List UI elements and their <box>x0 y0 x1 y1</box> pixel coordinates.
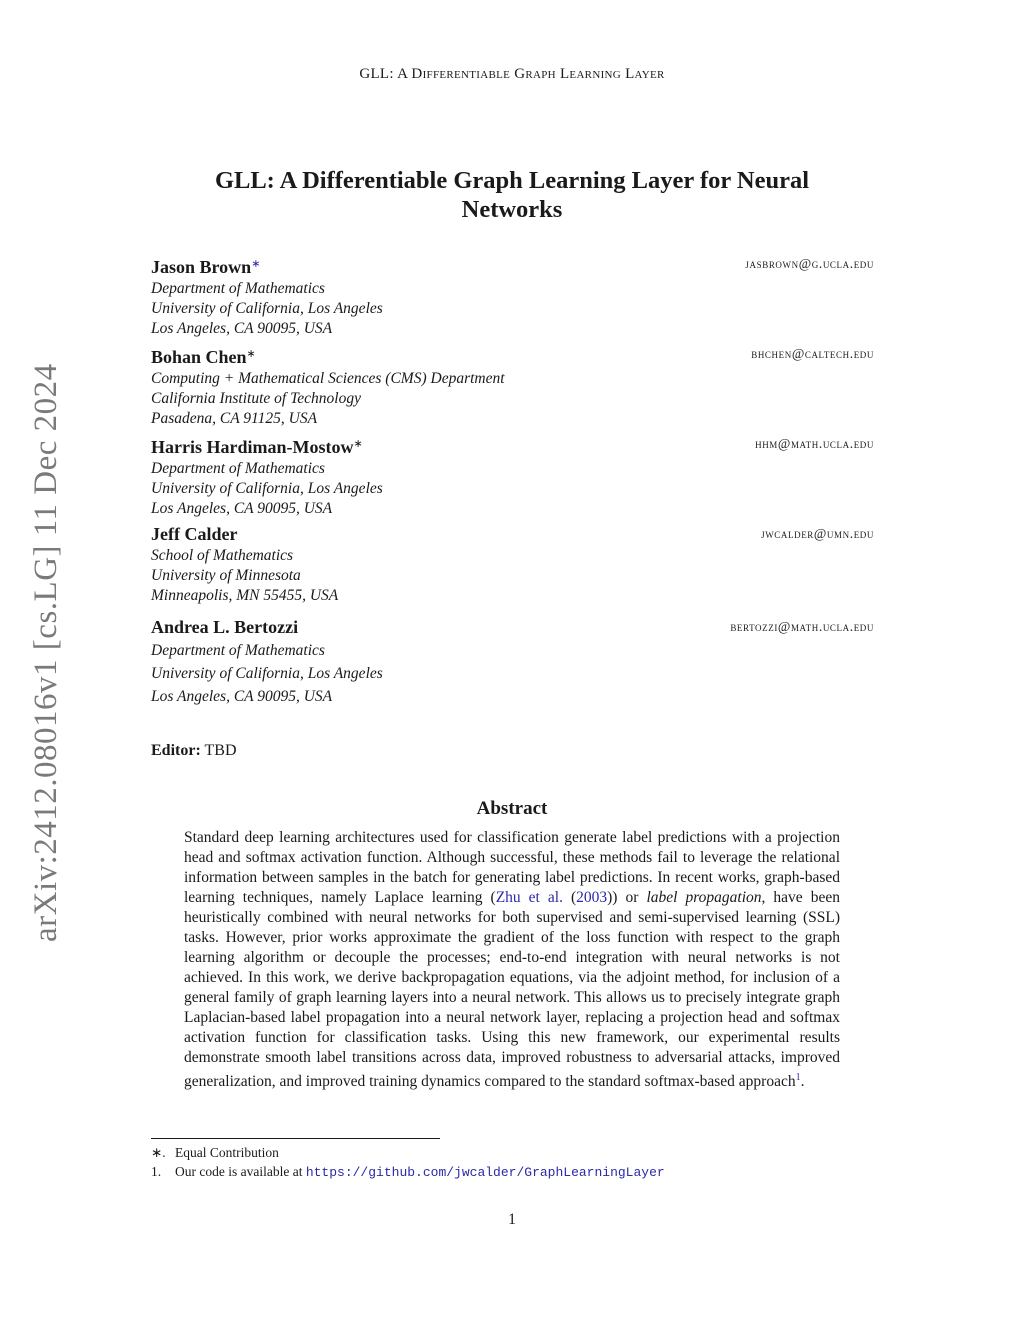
affiliation-line: University of California, Los Angeles <box>151 665 383 682</box>
emphasized-term: label propagation <box>646 889 762 906</box>
equal-contribution-mark: ∗ <box>246 348 256 360</box>
footnote-mark: ∗. <box>151 1145 166 1160</box>
affiliation-line: California Institute of Technology <box>151 390 361 407</box>
footnote-item <box>151 1162 871 1182</box>
affiliation-line: Computing + Mathematical Sciences (CMS) Department <box>151 370 505 387</box>
paper-title <box>160 166 864 224</box>
author-name: Andrea L. Bertozzi <box>151 617 299 637</box>
equal-contribution-mark: ∗ <box>353 438 363 450</box>
author-email: bhchen@caltech.edu <box>751 346 874 361</box>
author-list <box>151 252 874 708</box>
author-name: Jeff Calder <box>151 524 238 544</box>
citation-year-link[interactable]: 2003 <box>576 889 608 906</box>
author-block <box>151 522 874 615</box>
editor-line <box>151 742 237 760</box>
author-block <box>151 252 874 342</box>
running-head: GLL: A Differentiable Graph Learning Layer <box>359 66 665 82</box>
page-number: 1 <box>508 1211 516 1228</box>
author-name: Harris Hardiman-Mostow∗ <box>151 437 363 457</box>
affiliation-line: University of Minnesota <box>151 567 301 584</box>
author-email: jasbrown@g.ucla.edu <box>745 256 874 271</box>
footnote-item <box>151 1143 871 1162</box>
title-line-1: GLL: A Differentiable Graph Learning Layer for Neural <box>214 167 810 194</box>
author-block <box>151 432 874 522</box>
author-block <box>151 615 874 708</box>
abstract-body: Standard deep learning architectures used for classification generate label predictions with a projection head and softmax activation function. Although successful, these methods fail to leverage the relational information between samples in the batch for generating label predictions. In recent works, graph-based learning techniques, namely Laplace learning (Zhu et al. (2003)) or label propagation, have been heuristically combined with neural networks for both supervised and semi-supervised learning (SSL) tasks. However, prior works approximate the gradient of the loss function with respect to the graph learning algorithm or decouple the processes; end-to-end integration with neural networks is not achieved. In this work, we derive backpropagation equations, via the adjoint method, for inclusion of a general family of graph learning layers into a neural network. This allows us to precisely integrate graph Laplacian-based label propagation into a neural network layer, replacing a projection head and softmax activation function for classification tasks. Using this new framework, our experimental results demonstrate smooth label transitions across data, improved robustness to adversarial attacks, improved generalization, and improved training dynamics compared to the standard softmax-based approach$^1$. <box>184 829 840 1091</box>
equal-contribution-mark[interactable]: ∗ <box>251 258 261 270</box>
arxiv-identifier: arXiv:2412.08016v1 [cs.LG] 11 Dec 2024 <box>28 363 64 942</box>
abstract-heading: Abstract <box>476 798 548 819</box>
footnote-text: Our code is available at <box>175 1164 306 1179</box>
affiliation-line: Pasadena, CA 91125, USA <box>151 410 318 427</box>
code-repository-link[interactable]: https://github.com/jwcalder/GraphLearningLayer <box>305 1165 665 1180</box>
author-email: jwcalder@umn.edu <box>761 526 874 541</box>
affiliation-line: University of California, Los Angeles <box>151 300 383 317</box>
author-email: hhm@math.ucla.edu <box>755 436 874 451</box>
editor-label: Editor: <box>151 742 201 759</box>
author-block <box>151 342 874 432</box>
affiliation-line: Minneapolis, MN 55455, USA <box>151 587 339 604</box>
author-name: Jason Brown∗ <box>151 257 261 277</box>
editor-value: TBD <box>204 742 237 759</box>
footnote-mark: 1. <box>151 1164 162 1179</box>
affiliation-line: Los Angeles, CA 90095, USA <box>151 500 333 517</box>
footnote-text: Equal Contribution <box>175 1145 279 1160</box>
affiliation-line: Los Angeles, CA 90095, USA <box>151 320 333 337</box>
citation-link[interactable]: Zhu et al. <box>495 889 563 906</box>
affiliation-line: School of Mathematics <box>151 547 294 564</box>
author-email: bertozzi@math.ucla.edu <box>730 619 874 634</box>
title-line-2: Networks <box>461 196 563 223</box>
affiliation-line: Department of Mathematics <box>151 460 325 477</box>
affiliation-line: Department of Mathematics <box>151 280 325 297</box>
affiliation-line: Department of Mathematics <box>151 642 325 659</box>
author-name: Bohan Chen∗ <box>151 347 256 367</box>
footnotes <box>151 1143 871 1182</box>
affiliation-line: Los Angeles, CA 90095, USA <box>151 688 333 705</box>
affiliation-line: University of California, Los Angeles <box>151 480 383 497</box>
footnote-reference[interactable]: 1 <box>795 1072 801 1083</box>
footnote-divider <box>151 1138 440 1139</box>
